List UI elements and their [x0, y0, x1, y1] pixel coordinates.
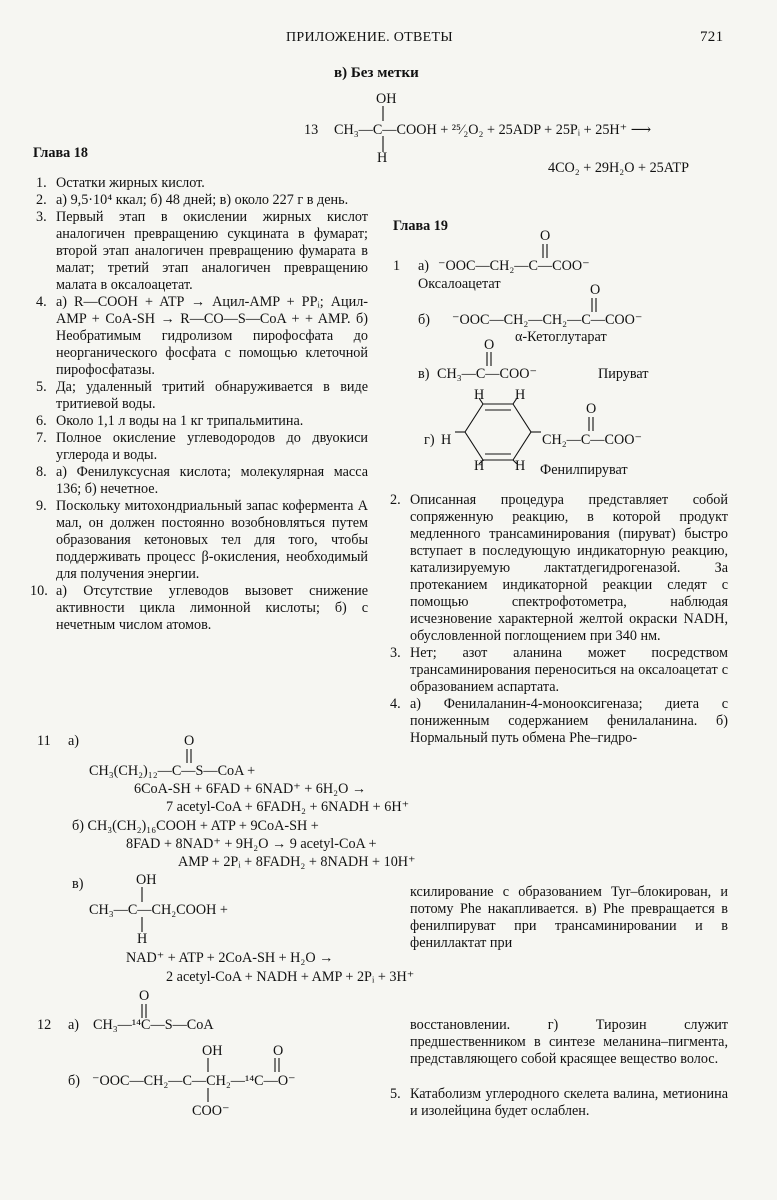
chapter-19-answers [390, 492, 728, 747]
phenylpyruvate-name: Фенилпируват [540, 462, 628, 478]
q1-number: 1 [393, 258, 401, 274]
q11a-o: O [184, 733, 195, 749]
list-item: 4. а) Фенилаланин-4-монооксигеназа; диета с пониженным содержанием фенилаланина. б) Нормальный путь обмена Phe–гидро- [390, 696, 728, 746]
list-item: 9. Поскольку митохондриальный запас кофермента А мал, он должен постоянно возобновляться путем образования кетоновых тел для того, чтобы поддерживать процесс β-окисления, необходимый для получения энергии. [36, 498, 368, 582]
eq13-bonds [380, 104, 388, 156]
oxaloacetate-formula: ⁻OOC—CH₂—C—COO⁻ [438, 258, 590, 274]
phenylpyruvate-double-bond [586, 416, 596, 432]
q12b-o: O [273, 1043, 284, 1059]
list-item: 1. Остатки жирных кислот. [36, 175, 205, 191]
q11a-label: а) [68, 733, 80, 749]
q11b-line2: 8FAD + 8NAD⁺ + 9H₂O → 9 acetyl-CoA + [126, 836, 377, 852]
eq13-oh: OH [376, 91, 397, 107]
list-item: 3. Первый этап в окислении жирных кислот аналогичен превращению сукцината в фумарат; второй этап аналогичен превращению фумарата в малат; третий этап аналогичен превращению малата в оксалоацетат. [36, 209, 368, 293]
benzene-ring [455, 398, 545, 464]
oxaloacetate-double-bond [540, 243, 550, 259]
list-item: 8. а) Фенилуксусная кислота; молекулярная масса 136; б) нечетное. [36, 464, 368, 497]
ring-h-top-right: H [515, 387, 526, 403]
eq13-rhs: 4CO₂ + 29H₂O + 25ATP [548, 160, 689, 176]
phenylpyruvate-o: O [586, 401, 597, 417]
q12b-formula: ⁻OOC—CH₂—C—CH₂—¹⁴C—O⁻ [92, 1073, 296, 1089]
q1g-label: г) [424, 432, 435, 448]
pyruvate-formula: CH₃—C—COO⁻ [437, 366, 537, 382]
q1v-label: в) [418, 366, 430, 382]
list-item: 2. Описанная процедура представляет собой сопряженную реакцию, в которой продукт медленного трансаминирования (пируват) быстро вступает в последующую индикаторную реакцию, катализируемую лактатдегидрогеназой. За протеканием индикаторной реакции следят с помощью спектрофотометра, наблюдая исчезновение характерной желтой окраски NADH, обусловленной поглощением при 340 нм. [390, 492, 728, 644]
q11v-label: в) [72, 876, 84, 892]
ring-h-top-left: H [474, 387, 485, 403]
q1a-label: а) [418, 258, 430, 274]
q11a-double-bond [184, 748, 194, 764]
running-header: ПРИЛОЖЕНИЕ. ОТВЕТЫ [286, 30, 453, 45]
q12a-formula: CH₃—¹⁴C—S—CoA [93, 1017, 214, 1033]
page-number: 721 [700, 29, 724, 45]
q11v-line2: NAD⁺ + ATP + 2CoA-SH + H₂O → [126, 950, 334, 966]
q11b-line1: б) CH₃(CH₂)₁₆COOH + ATP + 9CoA-SH + [72, 818, 319, 834]
ch19-item5-number: 5. [390, 1086, 401, 1102]
continuation-paragraph-2: восстановлении. г) Тирозин служит предшественником в синтезе меланина–пигмента, представляющего собой красящее вещество волос. [410, 1017, 728, 1067]
q1b-label: б) [418, 312, 430, 328]
q12-number: 12 [37, 1017, 52, 1033]
list-item: 3. Нет; азот аланина может посредством трансаминирования переноситься на оксалоацетат с образованием аспартата. [390, 645, 728, 695]
continuation-paragraph-1: ксилирование с образованием Tyr–блокирован, и потому Phe накапливается. в) Phe превращается в фенилпируват при трансаминировании и в фениллактат при [410, 884, 728, 951]
oxaloacetate-name: Оксалоацетат [418, 276, 501, 292]
oxo-o: O [540, 228, 551, 244]
ch19-item5-text: Катаболизм углеродного скелета валина, метионина и изолейцина будет ослаблен. [410, 1086, 728, 1119]
ring-h-left: H [441, 432, 452, 448]
q11a-line3: 7 acetyl-CoA + 6FADH₂ + 6NADH + 6H⁺ [166, 799, 410, 815]
q12a-o: O [139, 988, 150, 1004]
chapter-18-answers [30, 175, 368, 634]
pyruvate-name: Пируват [598, 366, 649, 382]
ketoglutarate-formula: ⁻OOC—CH₂—CH₂—C—COO⁻ [452, 312, 643, 328]
eq13-lhs: CH₃—C—COOH + ²⁵⁄₂O₂ + 25ADP + 25Pᵢ + 25H⁺ ⟶ [334, 122, 652, 138]
q11b-line3: AMP + 2Pᵢ + 8FADH₂ + 8NADH + 10H⁺ [178, 854, 416, 870]
ring-h-bottom-left: H [474, 458, 485, 474]
q11a-line2: 6CoA-SH + 6FAD + 6NAD⁺ + 6H₂O → [134, 781, 367, 797]
kg-o: O [590, 282, 601, 298]
q11v-h: H [137, 931, 148, 947]
chapter-19-title: Глава 19 [393, 218, 448, 234]
q11v-line3: 2 acetyl-CoA + NADH + AMP + 2Pᵢ + 3H⁺ [166, 969, 415, 985]
list-item: 7. Полное окисление углеводородов до двуокиси углерода и воды. [36, 430, 368, 463]
list-item: 4. а) R—COOH + ATP → Ацил-AMP + PPᵢ; Ацил-AMP + CoA-SH → R—CO—S—CoA + + AMP. б) Необратимым гидролизом пирофосфата до неорганического фосфата с помощью клеточной пирофосфатазы. [36, 294, 368, 378]
subhead-unlabeled: в) Без метки [334, 65, 419, 81]
q11v-line1: CH₃—C—CH₂COOH + [89, 902, 228, 918]
eq13-number: 13 [304, 122, 319, 138]
phenylpyruvate-chain: CH₂—C—COO⁻ [542, 432, 642, 448]
ketoglutarate-double-bond [589, 297, 599, 313]
q12a-label: а) [68, 1017, 80, 1033]
list-item: 2. а) 9,5·10⁴ ккал; б) 48 дней; в) около 227 г в день. [36, 192, 349, 208]
q11a-line1: CH₃(CH₂)₁₂—C—S—CoA + [89, 763, 256, 779]
eq13-h: H [377, 150, 388, 166]
list-item: 5. Да; удаленный тритий обнаруживается в виде тритиевой воды. [36, 379, 368, 412]
list-item: 6. Около 1,1 л воды на 1 кг трипальмитина. [36, 413, 304, 429]
q12b-label: б) [68, 1073, 80, 1089]
ketoglutarate-name: α-Кетоглутарат [515, 329, 607, 345]
ring-h-bottom-right: H [515, 458, 526, 474]
q11v-oh: OH [136, 872, 157, 888]
q11-number: 11 [37, 733, 51, 749]
chapter-18-title: Глава 18 [33, 145, 88, 161]
list-item: 10. а) Отсутствие углеводов вызовет снижение активности цикла лимонной кислоты; б) с нечетным числом атомов. [30, 583, 368, 633]
q12b-oh: OH [202, 1043, 223, 1059]
pyr-o: O [484, 337, 495, 353]
pyruvate-double-bond [484, 351, 494, 367]
q12b-coo: COO⁻ [192, 1103, 230, 1119]
